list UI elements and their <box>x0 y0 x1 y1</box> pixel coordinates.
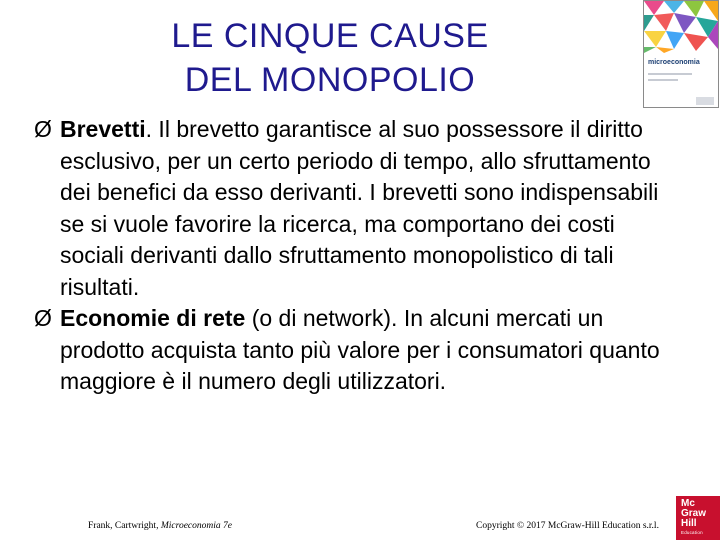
arrow-bullet-icon: Ø <box>34 305 52 331</box>
book-cover-badge <box>696 97 714 105</box>
slide-title <box>120 14 540 102</box>
book-cover-line <box>648 73 692 75</box>
title-line-2: DEL MONOPOLIO <box>184 61 476 99</box>
arrow-bullet-icon: Ø <box>34 116 52 142</box>
mcgraw-hill-logo <box>676 496 720 540</box>
bullet-text: . Il brevetto garantisce al suo possessore il diritto esclusivo, per un certo periodo di tempo, allo sfruttamento dei benefici da esso derivanti. I brevetti sono indispensabili se si vuole favorire la ricerca, ma comportano dei costi sociali derivanti dallo sfruttamento monopolistico di tali risultati. <box>60 116 659 300</box>
book-cover-line <box>648 79 678 81</box>
footer-copyright: Copyright © 2017 McGraw-Hill Education s.r.l. <box>476 521 659 531</box>
title-line-1: LE CINQUE CAUSE <box>171 17 489 55</box>
footer-authors: Frank, Cartwright, <box>88 521 161 531</box>
book-cover-title: microeconomia <box>648 59 700 66</box>
bullet-brevetti <box>34 114 674 303</box>
bullet-term: Brevetti <box>60 116 146 142</box>
footer-citation <box>88 521 232 531</box>
logo-wordmark <box>681 499 706 529</box>
logo-line: Mc <box>681 498 695 509</box>
footer-book-title: Microeconomia 7e <box>160 521 232 531</box>
bullet-term: Economie di rete <box>60 305 246 331</box>
logo-line: Hill <box>681 518 697 529</box>
bullet-text: (o di network). In alcuni mercati un prodotto acquista tanto più valore per i consumatori quanto maggiore è il numero degli utilizzatori. <box>60 305 660 394</box>
logo-line: Graw <box>681 508 707 519</box>
bullet-economie-di-rete <box>34 303 674 398</box>
book-cover-image <box>643 0 719 108</box>
slide-body <box>34 114 674 398</box>
book-cover-art <box>644 1 718 53</box>
logo-education: Education <box>681 530 703 535</box>
